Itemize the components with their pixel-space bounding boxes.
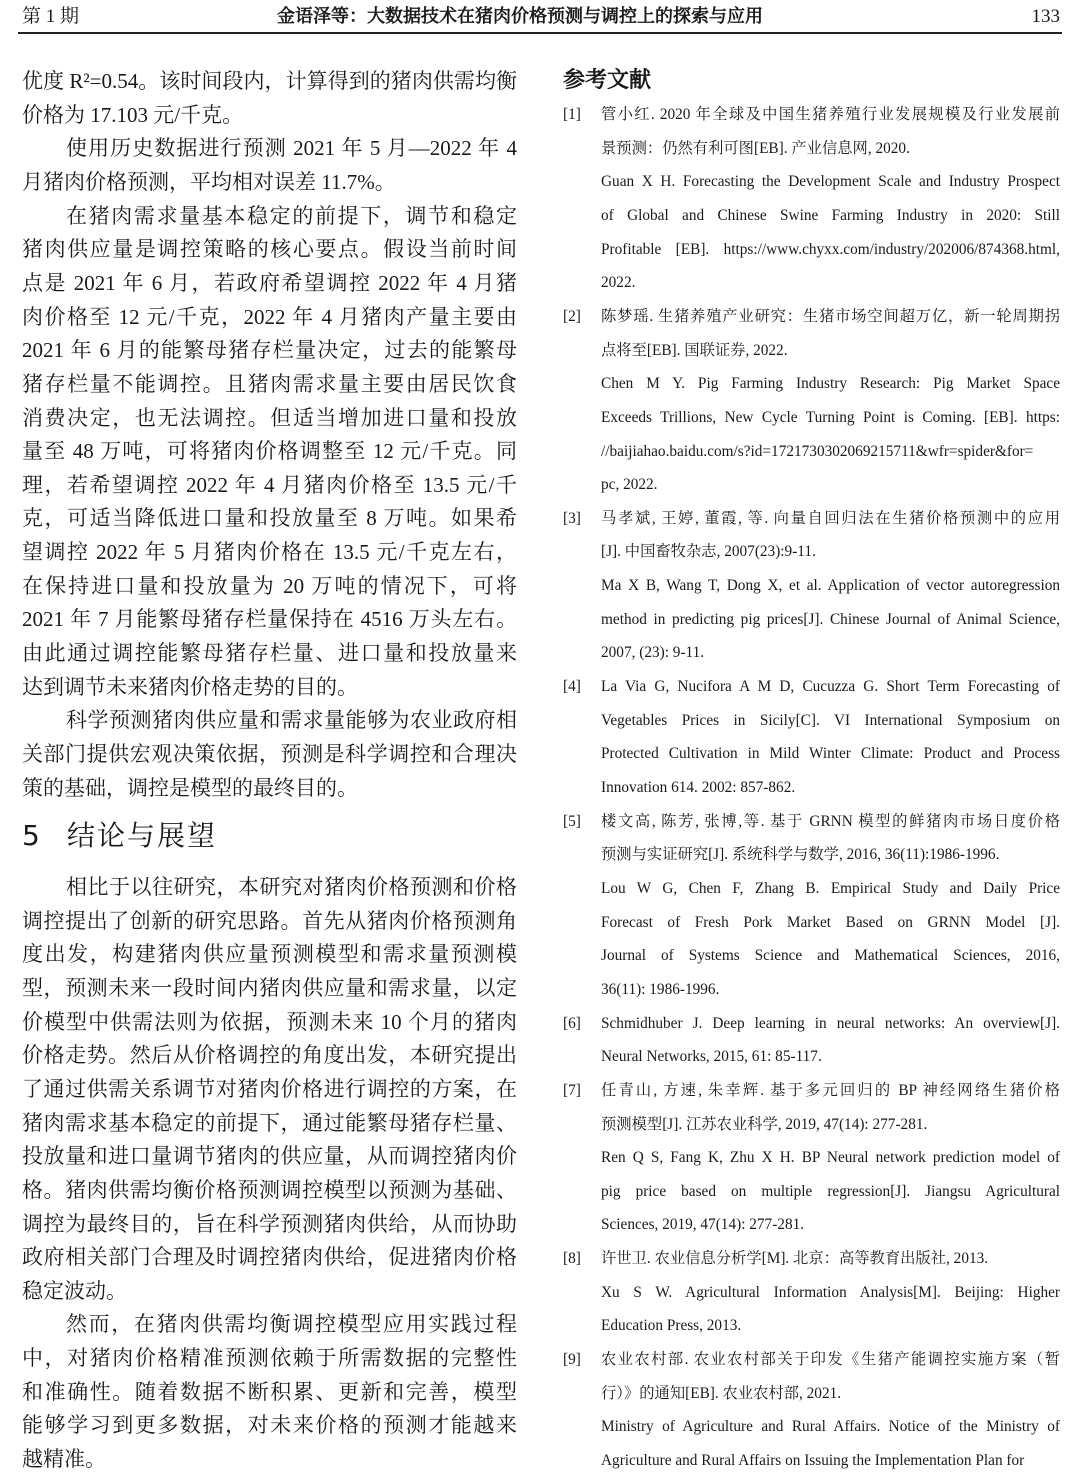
body-text-line: 优度 R²=0.54。该时间段内，计算得到的猪肉供需均衡 <box>22 69 517 93</box>
body-text-line: 投放量和进口量调节猪肉的供应量，从而调控猪肉价 <box>22 1144 517 1169</box>
reference-line: [J]. 中国畜牧杂志, 2007(23):9-11. <box>601 543 816 561</box>
reference-number: [1] <box>563 106 581 123</box>
reference-line: Ren Q S, Fang K, Zhu X H. BP Neural network prediction model of <box>601 1149 1060 1167</box>
reference-line: Vegetables Prices in Sicily[C]. VI International Symposium on <box>601 711 1060 729</box>
reference-line: 马孝斌, 王婷, 董霞, 等. 向量自回归法在生猪价格预测中的应用 <box>601 509 1060 527</box>
reference-line: Xu S W. Agricultural Information Analysis[M]. Beijing: Higher <box>601 1283 1060 1301</box>
reference-line: 行）》的通知[EB]. 农业农村部, 2021. <box>601 1384 842 1402</box>
reference-line: Guan X H. Forecasting the Development Scale and Industry Prospect <box>601 173 1060 191</box>
body-text-line: 价格走势。然后从价格调控的角度出发，本研究提出 <box>22 1043 517 1068</box>
reference-line: 36(11): 1986-1996. <box>601 980 720 998</box>
reference-line: Forecast of Fresh Pork Market Based on GRNN Model [J]. <box>601 913 1060 931</box>
body-text-line: 了通过供需关系调节对猪肉价格进行调控的方案，在 <box>22 1076 517 1101</box>
reference-line: Lou W G, Chen F, Zhang B. Empirical Study and Daily Price <box>601 879 1060 897</box>
reference-line: Schmidhuber J. Deep learning in neural networks: An overview[J]. <box>601 1014 1060 1032</box>
body-text-line: 在猪肉需求量基本稳定的前提下，调节和稳定 <box>66 203 517 228</box>
reference-number: [3] <box>563 509 581 527</box>
reference-line: 农业农村部. 农业农村部关于印发《生猪产能调控实施方案（暂 <box>601 1351 1060 1369</box>
section-number: 5 <box>22 819 40 852</box>
body-text-line: 关部门提供宏观决策依据，预测是科学调控和合理决 <box>22 742 517 766</box>
references-heading: 参考文献 <box>563 68 652 93</box>
reference-number: [4] <box>563 678 581 696</box>
running-title: 金语泽等：大数据技术在猪肉价格预测与调控上的探索与应用 <box>277 6 763 27</box>
reference-line: 任青山, 方速, 朱幸辉. 基于多元回归的 BP 神经网络生猪价格 <box>601 1081 1060 1099</box>
reference-line: Innovation 614. 2002: 857-862. <box>601 779 796 796</box>
body-text-line: 价格为 17.103 元/千克。 <box>22 102 244 127</box>
reference-number: [5] <box>563 812 581 830</box>
reference-line: Neural Networks, 2015, 61: 85-117. <box>601 1048 822 1066</box>
reference-line: pc, 2022. <box>601 476 658 494</box>
body-text-line: 猪存栏量不能调控。且猪肉需求量主要由居民饮食 <box>22 371 517 396</box>
reference-line: 预测模型[J]. 江苏农业科学, 2019, 47(14): 277-281. <box>601 1115 928 1133</box>
body-text-line: 格。猪肉供需均衡价格预测调控模型以预测为基础、 <box>22 1177 517 1202</box>
reference-line: 陈梦瑶. 生猪养殖产业研究：生猪市场空间超万亿，新一轮周期拐 <box>601 307 1060 325</box>
body-text-line: 克，可适当降低进口量和投放量至 8 万吨。如果希 <box>22 506 517 531</box>
reference-line: 2022. <box>601 274 636 292</box>
body-text-line: 政府相关部门合理及时调控猪肉供给，促进猪肉价格 <box>22 1245 517 1270</box>
reference-line: Exceeds Trillions, New Cycle Turning Point is Coming. [EB]. https: <box>601 408 1060 426</box>
reference-line: Journal of Systems Science and Mathematical Sciences, 2016, <box>601 947 1060 965</box>
body-text-line: 由此通过调控能繁母猪存栏量、进口量和投放量来 <box>22 641 517 666</box>
body-text-line: 能够学习到更多数据，对未来价格的预测才能越来 <box>22 1413 517 1438</box>
reference-line: 景预测：仍然有利可图[EB]. 产业信息网, 2020. <box>601 139 910 157</box>
body-text-line: 达到调节未来猪肉价格走势的目的。 <box>22 674 358 699</box>
body-text-line: 科学预测猪肉供应量和需求量能够为农业政府相 <box>66 708 517 733</box>
body-text-line: 调控为最终目的，旨在科学预测猪肉供给，从而协助 <box>22 1211 517 1236</box>
body-text-line: 型，预测未来一段时间内猪肉供应量和需求量，以定 <box>22 975 517 1000</box>
reference-line: Sciences, 2019, 47(14): 277-281. <box>601 1216 805 1234</box>
reference-line: Chen M Y. Pig Farming Industry Research: Pig Market Space <box>601 375 1060 393</box>
reference-line: //baijiahao.baidu.com/s?id=1721730302069215711&wfr=spider&for= <box>601 442 1034 460</box>
body-text-line: 中，对猪肉价格精准预测依赖于所需数据的完整性 <box>22 1346 517 1371</box>
body-text-line: 度出发，构建猪肉供应量预测模型和需求量预测模 <box>22 942 517 967</box>
reference-line: Education Press, 2013. <box>601 1317 742 1335</box>
body-text-line: 消费决定，也无法调控。但适当增加进口量和投放 <box>22 405 517 430</box>
body-text-line: 肉价格至 12 元/千克，2022 年 4 月猪肉产量主要由 <box>22 304 517 329</box>
reference-line: method in predicting pig prices[J]. Chinese Journal of Animal Science, <box>601 610 1060 628</box>
reference-line: 许世卫. 农业信息分析学[M]. 北京：高等教育出版社, 2013. <box>601 1250 989 1268</box>
body-text-line: 调控提出了创新的研究思路。首先从猪肉价格预测角 <box>22 908 517 933</box>
body-text-line: 猪肉需求基本稳定的前提下，通过能繁母猪存栏量、 <box>22 1110 517 1135</box>
body-text-line: 价模型中供需法则为依据，预测未来 10 个月的猪肉 <box>22 1009 517 1034</box>
reference-number: [2] <box>563 307 581 325</box>
page-number: 133 <box>1031 6 1060 27</box>
reference-line: Profitable [EB]. https://www.chyxx.com/industry/202006/874368.html, <box>601 240 1060 258</box>
reference-number: [6] <box>563 1014 581 1032</box>
body-text-line: 策的基础，调控是模型的最终目的。 <box>22 775 358 800</box>
body-text-line: 2021 年 6 月的能繁母猪存栏量决定，过去的能繁母 <box>22 338 517 363</box>
body-text-line: 相比于以往研究，本研究对猪肉价格预测和价格 <box>66 875 517 899</box>
reference-line: Ministry of Agriculture and Rural Affairs. Notice of the Ministry of <box>601 1418 1060 1436</box>
reference-line: 点将至[EB]. 国联证券, 2022. <box>601 341 788 359</box>
body-text-line: 理，若希望调控 2022 年 4 月猪肉价格至 13.5 元/千 <box>22 472 517 497</box>
body-text-line: 越精准。 <box>22 1447 106 1472</box>
body-text-line: 和准确性。随着数据不断积累、更新和完善，模型 <box>22 1379 517 1404</box>
body-text-line: 猪肉供应量是调控策略的核心要点。假设当前时间 <box>22 237 517 262</box>
reference-number: [8] <box>563 1250 581 1268</box>
reference-line: 管小红. 2020 年全球及中国生猪养殖行业发展规模及行业发展前 <box>601 106 1060 123</box>
body-text-line: 使用历史数据进行预测 2021 年 5 月—2022 年 4 <box>66 136 517 161</box>
body-text-line: 在保持进口量和投放量为 20 万吨的情况下，可将 <box>22 573 517 598</box>
body-text-line: 望调控 2022 年 5 月猪肉价格在 13.5 元/千克左右， <box>22 540 517 565</box>
section-title: 结论与展望 <box>67 819 218 852</box>
header-rule <box>18 32 1062 34</box>
body-text-line: 2021 年 7 月能繁母猪存栏量保持在 4516 万头左右。 <box>22 607 517 632</box>
body-text-line: 稳定波动。 <box>22 1278 127 1303</box>
reference-line: 2007, (23): 9-11. <box>601 644 705 662</box>
reference-line: Protected Cultivation in Mild Winter Climate: Product and Process <box>601 745 1060 763</box>
body-text-line: 然而，在猪肉供需均衡调控模型应用实践过程 <box>66 1312 517 1337</box>
reference-line: 楼文高, 陈芳, 张博,等. 基于 GRNN 模型的鲜猪肉市场日度价格 <box>601 812 1060 830</box>
reference-line: Ma X B, Wang T, Dong X, et al. Application of vector autoregression <box>601 577 1060 595</box>
reference-line: La Via G, Nucifora A M D, Cucuzza G. Short Term Forecasting of <box>601 678 1060 696</box>
reference-number: [7] <box>563 1081 581 1099</box>
reference-line: of Global and Chinese Swine Farming Industry in 2020: Still <box>601 206 1060 224</box>
reference-line: pig price based on multiple regression[J]. Jiangsu Agricultural <box>601 1182 1060 1200</box>
body-text-line: 点是 2021 年 6 月，若政府希望调控 2022 年 4 月猪 <box>22 270 517 295</box>
journal-issue: 第 1 期 <box>22 6 80 27</box>
reference-line: Agriculture and Rural Affairs on Issuing the Implementation Plan for <box>601 1452 1025 1469</box>
reference-number: [9] <box>563 1351 581 1369</box>
reference-line: 预测与实证研究[J]. 系统科学与数学, 2016, 36(11):1986-1996. <box>601 846 1000 864</box>
body-text-line: 月猪肉价格预测，平均相对误差 11.7%。 <box>22 169 396 194</box>
body-text-line: 量至 48 万吨，可将猪肉价格调整至 12 元/千克。同 <box>22 439 517 464</box>
